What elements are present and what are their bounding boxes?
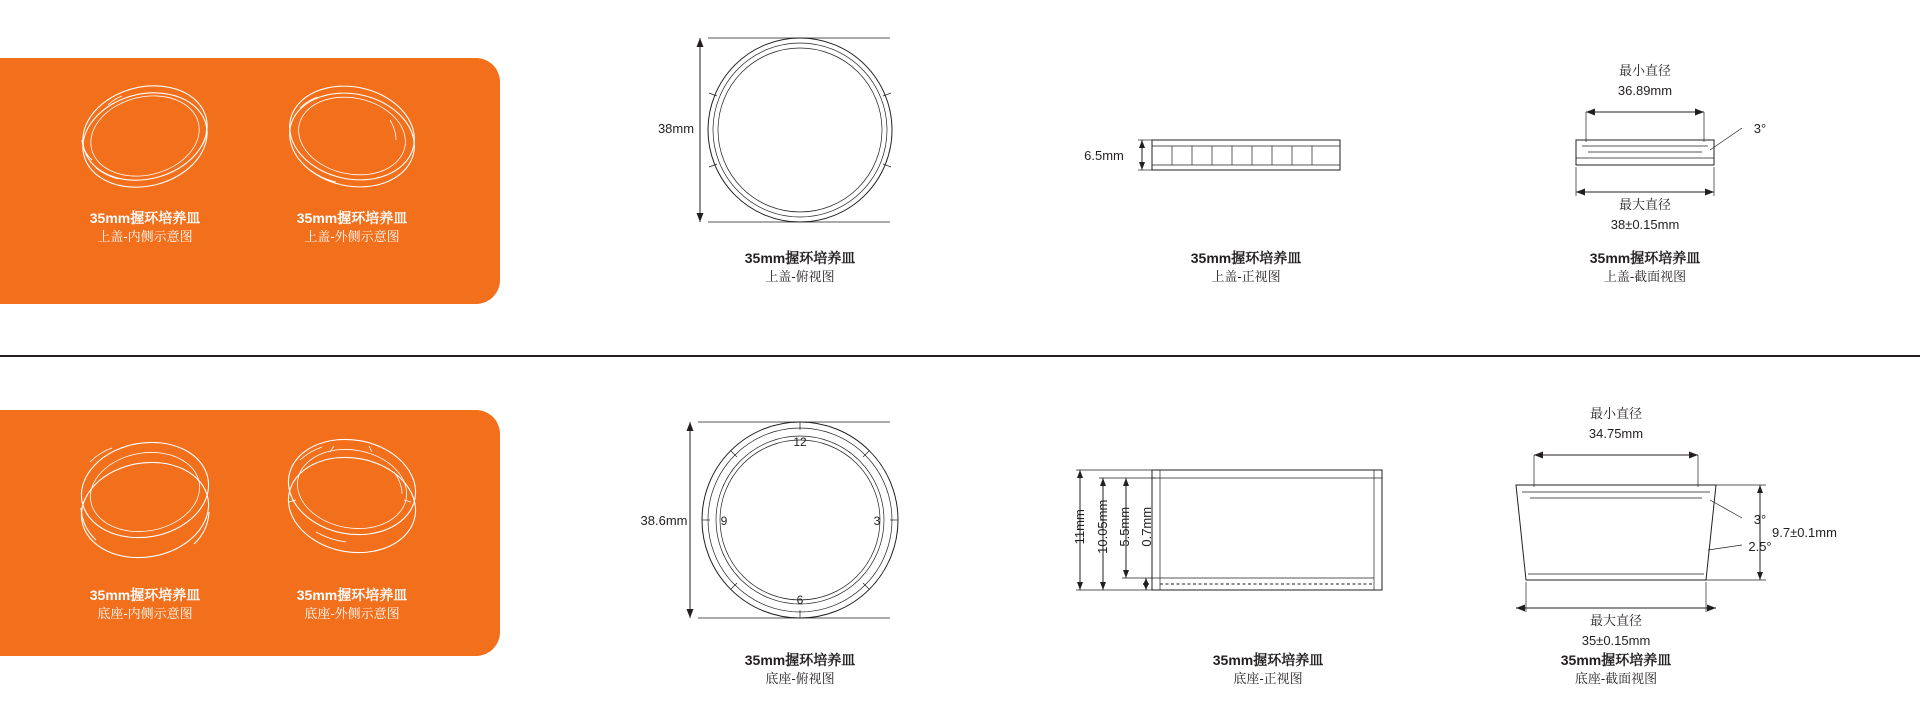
- caption-base-inner-title: 35mm握环培养皿: [89, 587, 201, 603]
- caption-lid-inner: [25, 208, 265, 247]
- caption-lid-outer-subtitle: 上盖-外侧示意图: [304, 229, 400, 245]
- base-top-mark-9: 9: [720, 514, 728, 528]
- caption-base-front: [1148, 650, 1388, 689]
- caption-base-top: [680, 650, 920, 689]
- lid-section-draft-angle: 3°: [1753, 121, 1767, 136]
- base-front-base-thickness-dim: 0.7mm: [1139, 506, 1155, 547]
- base-top-mark-3: 3: [873, 514, 881, 528]
- caption-base-front-subtitle: 底座-正视图: [1233, 671, 1303, 687]
- caption-base-top-subtitle: 底座-俯视图: [765, 671, 835, 687]
- caption-lid-front-subtitle: 上盖-正视图: [1211, 269, 1281, 285]
- caption-lid-section-subtitle: 上盖-截面视图: [1603, 269, 1687, 285]
- caption-lid-front: [1126, 248, 1366, 287]
- base-section-max-diameter-value: 35±0.15mm: [1581, 633, 1651, 648]
- lid-section-max-diameter-value: 38±0.15mm: [1610, 217, 1680, 232]
- caption-lid-section: [1525, 248, 1765, 287]
- base-section-view-drawing: [1516, 452, 1766, 613]
- lid-orange-panel: [0, 58, 500, 304]
- base-section-draft-angle-top: 3°: [1753, 512, 1767, 527]
- base-front-inner-height-dim: 10.05mm: [1095, 499, 1111, 554]
- base-front-total-height-dim: 11mm: [1072, 509, 1088, 545]
- caption-lid-outer-title: 35mm握环培养皿: [296, 210, 408, 226]
- lid-section-max-diameter-label: 最大直径: [1618, 197, 1671, 212]
- caption-base-section: [1496, 650, 1736, 689]
- caption-lid-outer: [232, 208, 472, 247]
- base-section-draft-angle-bottom: 2.5°: [1748, 539, 1772, 554]
- base-section-min-diameter-label: 最小直径: [1589, 406, 1642, 421]
- caption-lid-inner-subtitle: 上盖-内侧示意图: [97, 229, 193, 245]
- caption-base-front-title: 35mm握环培养皿: [1212, 652, 1324, 668]
- base-top-mark-6: 6: [796, 593, 804, 607]
- section-divider: [0, 355, 1920, 357]
- caption-lid-inner-title: 35mm握环培养皿: [89, 210, 201, 226]
- caption-base-inner-subtitle: 底座-内侧示意图: [97, 606, 193, 622]
- base-top-mark-12: 12: [793, 435, 807, 449]
- base-section-height-dim: 9.7±0.1mm: [1772, 525, 1837, 540]
- lid-top-diameter-dim: 38mm: [657, 121, 695, 136]
- caption-base-inner: [25, 585, 265, 624]
- base-front-wall-height-dim: 5.5mm: [1117, 506, 1133, 547]
- caption-base-outer-title: 35mm握环培养皿: [296, 587, 408, 603]
- caption-lid-section-title: 35mm握环培养皿: [1589, 250, 1701, 266]
- lid-front-height-dim: 6.5mm: [1084, 148, 1124, 163]
- base-section-max-diameter-label: 最大直径: [1589, 613, 1642, 628]
- base-section-min-diameter-value: 34.75mm: [1588, 426, 1644, 441]
- lid-section-min-diameter-label: 最小直径: [1618, 63, 1671, 78]
- caption-lid-top-title: 35mm握环培养皿: [744, 250, 856, 266]
- lid-front-view-drawing: [1138, 140, 1340, 170]
- caption-base-section-title: 35mm握环培养皿: [1560, 652, 1672, 668]
- lid-section-min-diameter-value: 36.89mm: [1617, 83, 1673, 98]
- lid-section-view-drawing: [1576, 109, 1742, 197]
- caption-base-outer: [232, 585, 472, 624]
- base-top-diameter-dim: 38.6mm: [640, 513, 688, 528]
- caption-lid-top: [680, 248, 920, 287]
- caption-base-outer-subtitle: 底座-外侧示意图: [304, 606, 400, 622]
- caption-lid-top-subtitle: 上盖-俯视图: [765, 269, 835, 285]
- caption-lid-front-title: 35mm握环培养皿: [1190, 250, 1302, 266]
- caption-base-section-subtitle: 底座-截面视图: [1574, 671, 1658, 687]
- lid-top-view-drawing: [697, 38, 893, 222]
- caption-base-top-title: 35mm握环培养皿: [744, 652, 856, 668]
